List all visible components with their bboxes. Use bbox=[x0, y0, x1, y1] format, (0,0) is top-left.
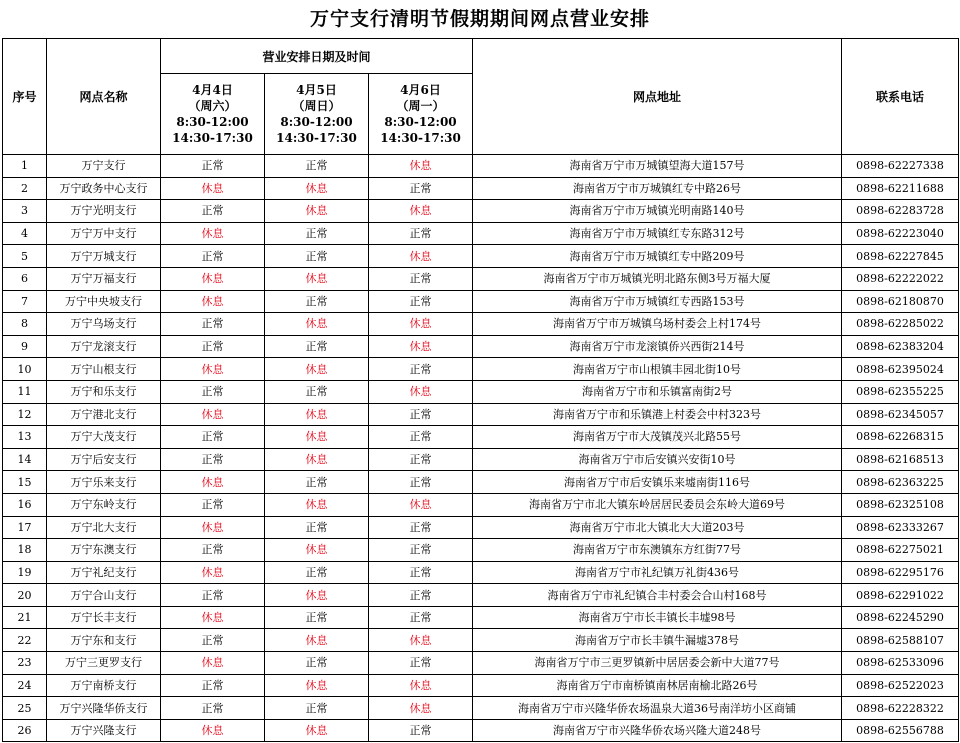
status-apr6: 正常 bbox=[369, 358, 473, 381]
branch-phone: 0898-62295176 bbox=[842, 561, 959, 584]
branch-name: 万宁南桥支行 bbox=[47, 674, 161, 697]
branch-phone: 0898-62345057 bbox=[842, 403, 959, 426]
branch-phone: 0898-62588107 bbox=[842, 629, 959, 652]
branch-phone: 0898-62211688 bbox=[842, 177, 959, 200]
table-row bbox=[3, 606, 959, 629]
status-apr6: 休息 bbox=[369, 200, 473, 223]
table-row bbox=[3, 200, 959, 223]
branch-address: 海南省万宁市万城镇红专中路26号 bbox=[473, 177, 842, 200]
branch-name: 万宁政务中心支行 bbox=[47, 177, 161, 200]
branch-name: 万宁大茂支行 bbox=[47, 426, 161, 449]
status-apr6: 正常 bbox=[369, 177, 473, 200]
branch-phone: 0898-62275021 bbox=[842, 539, 959, 562]
status-apr6: 正常 bbox=[369, 584, 473, 607]
table-row bbox=[3, 222, 959, 245]
status-apr6: 正常 bbox=[369, 606, 473, 629]
branch-address: 海南省万宁市南桥镇南林居南榆北路26号 bbox=[473, 674, 842, 697]
branch-name: 万宁万中支行 bbox=[47, 222, 161, 245]
row-number: 13 bbox=[3, 426, 47, 449]
header-day-date: 4月6日 bbox=[400, 83, 441, 97]
branch-address: 海南省万宁市北大镇北大大道203号 bbox=[473, 516, 842, 539]
table-row bbox=[3, 426, 959, 449]
header-day-2 bbox=[265, 74, 369, 155]
schedule-table bbox=[2, 38, 959, 742]
branch-address: 海南省万宁市礼纪镇合丰村委会合山村168号 bbox=[473, 584, 842, 607]
branch-name: 万宁龙滚支行 bbox=[47, 335, 161, 358]
status-apr5: 正常 bbox=[265, 380, 369, 403]
status-apr5: 正常 bbox=[265, 652, 369, 675]
row-number: 17 bbox=[3, 516, 47, 539]
branch-phone: 0898-62522023 bbox=[842, 674, 959, 697]
branch-address: 海南省万宁市万城镇光明北路东侧3号万福大厦 bbox=[473, 267, 842, 290]
status-apr5: 正常 bbox=[265, 245, 369, 268]
branch-name: 万宁兴隆支行 bbox=[47, 719, 161, 742]
branch-address: 海南省万宁市万城镇红专西路153号 bbox=[473, 290, 842, 313]
row-number: 7 bbox=[3, 290, 47, 313]
status-apr6: 正常 bbox=[369, 426, 473, 449]
branch-phone: 0898-62227845 bbox=[842, 245, 959, 268]
status-apr4: 休息 bbox=[161, 561, 265, 584]
status-apr5: 休息 bbox=[265, 719, 369, 742]
header-day-3 bbox=[369, 74, 473, 155]
status-apr4: 休息 bbox=[161, 290, 265, 313]
branch-address: 海南省万宁市兴隆华侨农场兴隆大道248号 bbox=[473, 719, 842, 742]
table-row bbox=[3, 471, 959, 494]
branch-phone: 0898-62355225 bbox=[842, 380, 959, 403]
status-apr5: 正常 bbox=[265, 516, 369, 539]
branch-phone: 0898-62227338 bbox=[842, 155, 959, 178]
status-apr6: 正常 bbox=[369, 652, 473, 675]
branch-address: 海南省万宁市山根镇丰园北街10号 bbox=[473, 358, 842, 381]
header-day-1 bbox=[161, 74, 265, 155]
row-number: 6 bbox=[3, 267, 47, 290]
branch-phone: 0898-62283728 bbox=[842, 200, 959, 223]
table-row bbox=[3, 652, 959, 675]
status-apr5: 休息 bbox=[265, 177, 369, 200]
table-row bbox=[3, 380, 959, 403]
row-number: 25 bbox=[3, 697, 47, 720]
status-apr5: 休息 bbox=[265, 200, 369, 223]
status-apr6: 正常 bbox=[369, 267, 473, 290]
status-apr4: 休息 bbox=[161, 403, 265, 426]
status-apr4: 正常 bbox=[161, 313, 265, 336]
branch-name: 万宁兴隆华侨支行 bbox=[47, 697, 161, 720]
branch-name: 万宁中央坡支行 bbox=[47, 290, 161, 313]
status-apr5: 休息 bbox=[265, 539, 369, 562]
branch-address: 海南省万宁市后安镇乐来墟南街116号 bbox=[473, 471, 842, 494]
status-apr4: 休息 bbox=[161, 222, 265, 245]
row-number: 15 bbox=[3, 471, 47, 494]
row-number: 9 bbox=[3, 335, 47, 358]
row-number: 1 bbox=[3, 155, 47, 178]
page-title: 万宁支行清明节假期期间网点营业安排 bbox=[309, 8, 650, 30]
table-row bbox=[3, 448, 959, 471]
branch-name: 万宁东和支行 bbox=[47, 629, 161, 652]
table-row bbox=[3, 358, 959, 381]
row-number: 4 bbox=[3, 222, 47, 245]
status-apr4: 休息 bbox=[161, 719, 265, 742]
branch-address: 海南省万宁市万城镇红专东路312号 bbox=[473, 222, 842, 245]
status-apr4: 正常 bbox=[161, 448, 265, 471]
branch-address: 海南省万宁市北大镇东岭居居民委员会东岭大道69号 bbox=[473, 493, 842, 516]
header-address: 网点地址 bbox=[473, 39, 842, 155]
status-apr6: 休息 bbox=[369, 629, 473, 652]
branch-address: 海南省万宁市万城镇光明南路140号 bbox=[473, 200, 842, 223]
table-row bbox=[3, 629, 959, 652]
status-apr4: 休息 bbox=[161, 267, 265, 290]
status-apr5: 正常 bbox=[265, 290, 369, 313]
status-apr6: 休息 bbox=[369, 313, 473, 336]
status-apr5: 休息 bbox=[265, 493, 369, 516]
table-row bbox=[3, 516, 959, 539]
status-apr6: 休息 bbox=[369, 380, 473, 403]
status-apr6: 休息 bbox=[369, 245, 473, 268]
branch-phone: 0898-62333267 bbox=[842, 516, 959, 539]
branch-name: 万宁山根支行 bbox=[47, 358, 161, 381]
row-number: 3 bbox=[3, 200, 47, 223]
header-day-pm: 14:30-17:30 bbox=[276, 131, 357, 145]
row-number: 16 bbox=[3, 493, 47, 516]
row-number: 18 bbox=[3, 539, 47, 562]
branch-phone: 0898-62180870 bbox=[842, 290, 959, 313]
branch-address: 海南省万宁市万城镇红专中路209号 bbox=[473, 245, 842, 268]
status-apr4: 正常 bbox=[161, 584, 265, 607]
status-apr4: 休息 bbox=[161, 358, 265, 381]
table-row bbox=[3, 335, 959, 358]
status-apr4: 正常 bbox=[161, 335, 265, 358]
branch-phone: 0898-62168513 bbox=[842, 448, 959, 471]
branch-phone: 0898-62325108 bbox=[842, 493, 959, 516]
branch-name: 万宁和乐支行 bbox=[47, 380, 161, 403]
table-row bbox=[3, 561, 959, 584]
header-day-date: 4月4日 bbox=[192, 83, 233, 97]
table-row bbox=[3, 493, 959, 516]
status-apr5: 休息 bbox=[265, 674, 369, 697]
status-apr5: 正常 bbox=[265, 335, 369, 358]
status-apr4: 休息 bbox=[161, 516, 265, 539]
status-apr5: 正常 bbox=[265, 561, 369, 584]
table-row bbox=[3, 313, 959, 336]
row-number: 26 bbox=[3, 719, 47, 742]
status-apr4: 正常 bbox=[161, 200, 265, 223]
branch-address: 海南省万宁市兴隆华侨农场温泉大道36号南洋坊小区商铺 bbox=[473, 697, 842, 720]
status-apr6: 正常 bbox=[369, 471, 473, 494]
branch-address: 海南省万宁市三更罗镇新中居居委会新中大道77号 bbox=[473, 652, 842, 675]
status-apr5: 正常 bbox=[265, 222, 369, 245]
branch-address: 海南省万宁市万城镇乌场村委会上村174号 bbox=[473, 313, 842, 336]
status-apr6: 正常 bbox=[369, 403, 473, 426]
header-day-weekday: （周日） bbox=[292, 99, 341, 113]
row-number: 19 bbox=[3, 561, 47, 584]
branch-address: 海南省万宁市和乐镇富南街2号 bbox=[473, 380, 842, 403]
branch-phone: 0898-62223040 bbox=[842, 222, 959, 245]
branch-address: 海南省万宁市礼纪镇万礼街436号 bbox=[473, 561, 842, 584]
branch-phone: 0898-62285022 bbox=[842, 313, 959, 336]
status-apr6: 正常 bbox=[369, 448, 473, 471]
header-day-am: 8:30-12:00 bbox=[384, 115, 457, 129]
branch-name: 万宁东澳支行 bbox=[47, 539, 161, 562]
status-apr5: 正常 bbox=[265, 606, 369, 629]
branch-name: 万宁长丰支行 bbox=[47, 606, 161, 629]
branch-address: 海南省万宁市长丰镇牛漏墟378号 bbox=[473, 629, 842, 652]
status-apr5: 休息 bbox=[265, 313, 369, 336]
status-apr4: 休息 bbox=[161, 471, 265, 494]
branch-phone: 0898-62556788 bbox=[842, 719, 959, 742]
branch-phone: 0898-62383204 bbox=[842, 335, 959, 358]
branch-name: 万宁港北支行 bbox=[47, 403, 161, 426]
status-apr4: 休息 bbox=[161, 177, 265, 200]
status-apr5: 休息 bbox=[265, 267, 369, 290]
row-number: 23 bbox=[3, 652, 47, 675]
row-number: 2 bbox=[3, 177, 47, 200]
status-apr6: 正常 bbox=[369, 222, 473, 245]
header-day-date: 4月5日 bbox=[296, 83, 337, 97]
table-row bbox=[3, 539, 959, 562]
branch-name: 万宁礼纪支行 bbox=[47, 561, 161, 584]
branch-name: 万宁支行 bbox=[47, 155, 161, 178]
status-apr4: 正常 bbox=[161, 493, 265, 516]
status-apr4: 正常 bbox=[161, 539, 265, 562]
row-number: 22 bbox=[3, 629, 47, 652]
status-apr6: 休息 bbox=[369, 335, 473, 358]
table-row bbox=[3, 245, 959, 268]
branch-name: 万宁光明支行 bbox=[47, 200, 161, 223]
row-number: 14 bbox=[3, 448, 47, 471]
status-apr4: 正常 bbox=[161, 155, 265, 178]
table-row bbox=[3, 177, 959, 200]
table-row bbox=[3, 674, 959, 697]
status-apr4: 正常 bbox=[161, 629, 265, 652]
branch-address: 海南省万宁市大茂镇茂兴北路55号 bbox=[473, 426, 842, 449]
branch-name: 万宁合山支行 bbox=[47, 584, 161, 607]
header-no: 序号 bbox=[3, 39, 47, 155]
status-apr5: 正常 bbox=[265, 697, 369, 720]
status-apr6: 正常 bbox=[369, 719, 473, 742]
branch-name: 万宁万福支行 bbox=[47, 267, 161, 290]
status-apr5: 休息 bbox=[265, 403, 369, 426]
branch-name: 万宁乌场支行 bbox=[47, 313, 161, 336]
status-apr6: 休息 bbox=[369, 697, 473, 720]
status-apr6: 正常 bbox=[369, 516, 473, 539]
header-name: 网点名称 bbox=[47, 39, 161, 155]
table-row bbox=[3, 719, 959, 742]
branch-address: 海南省万宁市后安镇兴安街10号 bbox=[473, 448, 842, 471]
header-day-am: 8:30-12:00 bbox=[280, 115, 353, 129]
row-number: 5 bbox=[3, 245, 47, 268]
branch-name: 万宁东岭支行 bbox=[47, 493, 161, 516]
status-apr4: 正常 bbox=[161, 697, 265, 720]
branch-name: 万宁后安支行 bbox=[47, 448, 161, 471]
branch-name: 万宁三更罗支行 bbox=[47, 652, 161, 675]
row-number: 8 bbox=[3, 313, 47, 336]
branch-name: 万宁乐来支行 bbox=[47, 471, 161, 494]
status-apr4: 正常 bbox=[161, 426, 265, 449]
branch-phone: 0898-62245290 bbox=[842, 606, 959, 629]
branch-address: 海南省万宁市万城镇望海大道157号 bbox=[473, 155, 842, 178]
row-number: 24 bbox=[3, 674, 47, 697]
status-apr4: 正常 bbox=[161, 380, 265, 403]
header-schedule: 营业安排日期及时间 bbox=[161, 39, 473, 74]
status-apr6: 休息 bbox=[369, 493, 473, 516]
status-apr4: 休息 bbox=[161, 606, 265, 629]
branch-address: 海南省万宁市长丰镇长丰墟98号 bbox=[473, 606, 842, 629]
table-row bbox=[3, 403, 959, 426]
header-day-weekday: （周六） bbox=[188, 99, 237, 113]
status-apr6: 正常 bbox=[369, 561, 473, 584]
branch-phone: 0898-62395024 bbox=[842, 358, 959, 381]
branch-name: 万宁北大支行 bbox=[47, 516, 161, 539]
table-row bbox=[3, 584, 959, 607]
status-apr6: 休息 bbox=[369, 674, 473, 697]
branch-address: 海南省万宁市龙滚镇侨兴西街214号 bbox=[473, 335, 842, 358]
status-apr5: 休息 bbox=[265, 426, 369, 449]
branch-phone: 0898-62533096 bbox=[842, 652, 959, 675]
table-row bbox=[3, 290, 959, 313]
table-row bbox=[3, 267, 959, 290]
branch-address: 海南省万宁市和乐镇港上村委会中村323号 bbox=[473, 403, 842, 426]
header-day-weekday: （周一） bbox=[396, 99, 445, 113]
branch-address: 海南省万宁市东澳镇东方红街77号 bbox=[473, 539, 842, 562]
status-apr5: 正常 bbox=[265, 155, 369, 178]
header-day-am: 8:30-12:00 bbox=[176, 115, 249, 129]
row-number: 11 bbox=[3, 380, 47, 403]
branch-name: 万宁万城支行 bbox=[47, 245, 161, 268]
status-apr6: 正常 bbox=[369, 290, 473, 313]
header-day-pm: 14:30-17:30 bbox=[380, 131, 461, 145]
status-apr6: 正常 bbox=[369, 539, 473, 562]
row-number: 20 bbox=[3, 584, 47, 607]
row-number: 12 bbox=[3, 403, 47, 426]
status-apr4: 正常 bbox=[161, 245, 265, 268]
status-apr5: 休息 bbox=[265, 629, 369, 652]
branch-phone: 0898-62228322 bbox=[842, 697, 959, 720]
status-apr5: 休息 bbox=[265, 358, 369, 381]
header-day-pm: 14:30-17:30 bbox=[172, 131, 253, 145]
branch-phone: 0898-62222022 bbox=[842, 267, 959, 290]
status-apr5: 休息 bbox=[265, 584, 369, 607]
table-row bbox=[3, 155, 959, 178]
branch-phone: 0898-62268315 bbox=[842, 426, 959, 449]
status-apr6: 休息 bbox=[369, 155, 473, 178]
status-apr4: 休息 bbox=[161, 652, 265, 675]
status-apr4: 正常 bbox=[161, 674, 265, 697]
header-phone: 联系电话 bbox=[842, 39, 959, 155]
branch-phone: 0898-62363225 bbox=[842, 471, 959, 494]
row-number: 21 bbox=[3, 606, 47, 629]
status-apr5: 休息 bbox=[265, 448, 369, 471]
branch-phone: 0898-62291022 bbox=[842, 584, 959, 607]
status-apr5: 正常 bbox=[265, 471, 369, 494]
row-number: 10 bbox=[3, 358, 47, 381]
table-row bbox=[3, 697, 959, 720]
